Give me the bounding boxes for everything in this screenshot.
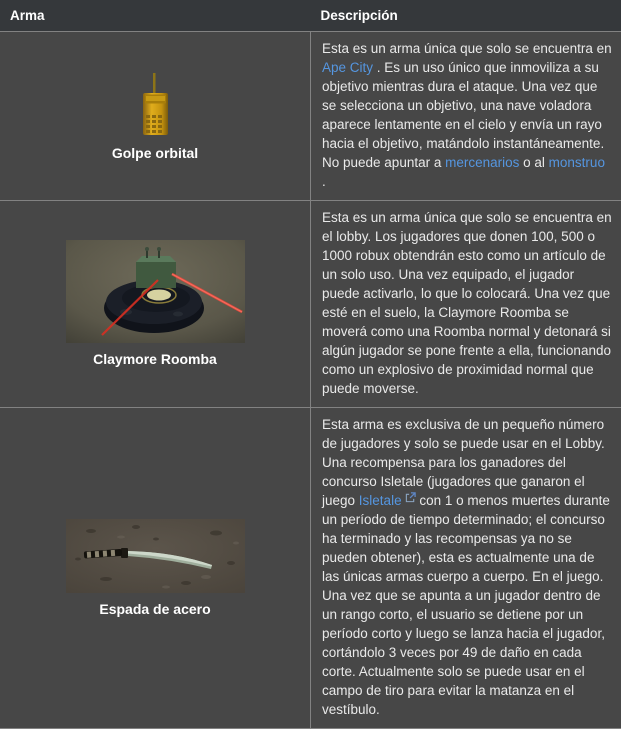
table-header xyxy=(0,0,621,32)
table-row xyxy=(0,201,621,408)
golden-radio-icon xyxy=(129,71,181,137)
column-header-descripcion: Descripción xyxy=(311,0,621,32)
description-text: Esta es un arma única que solo se encuentra en xyxy=(322,41,612,56)
weapon-cell-espada-de-acero xyxy=(0,408,311,729)
weapon-cell-golpe-orbital xyxy=(0,32,311,201)
wiki-link[interactable]: mercenarios xyxy=(445,155,519,170)
description-cell xyxy=(311,201,621,408)
steel-sword-image[interactable] xyxy=(66,519,245,593)
steel-sword-picture xyxy=(66,519,245,593)
table-row xyxy=(0,32,621,201)
wiki-link[interactable]: monstruo xyxy=(549,155,605,170)
column-header-arma: Arma xyxy=(0,0,311,32)
weapon-cell-claymore-roomba xyxy=(0,201,311,408)
wiki-link[interactable]: Ape City xyxy=(322,60,373,75)
weapon-name-label: Golpe orbital xyxy=(5,145,305,162)
claymore-roomba-image[interactable] xyxy=(66,240,245,343)
description-text: Esta es un arma única que solo se encuentra en el lobby. Los jugadores que donen 100, 500 o 1000 robux obtendrán esto como un artículo de un solo uso. Una vez equipado, el jugador puede activarlo, lo que lo colocará. Una vez que esté en el suelo, la Claymore Roomba se moverá como una Roomba normal y detonará si algún jugador se pone frente a ella, funcionando como un explosivo de proximidad normal que puede moverse. xyxy=(322,210,612,396)
description-text: Esta arma es exclusiva de un pequeño número de jugadores y solo se puede usar en el Lobby. Una recompensa para los ganadores del concurso Isletale (jugadores que ganaron el juego xyxy=(322,417,605,508)
table-row xyxy=(0,408,621,729)
description-cell xyxy=(311,32,621,201)
wiki-link[interactable]: Isletale xyxy=(359,493,402,508)
weapon-name-label: Espada de acero xyxy=(5,601,305,618)
claymore-roomba-picture xyxy=(66,240,245,343)
orbital-strike-radio-image[interactable] xyxy=(129,71,181,137)
description-text: con 1 o menos muertes durante un período de tiempo determinado; el concurso ha terminado y las recompensas ya no se pueden obtener), esta es actualmente una de las únicas armas cuerpo a cuerpo. En el juego. Una vez que se apunta a un jugador dentro de un rango corto, el usuario se detiene por un período corto y luego se lanza hacia el jugador, cortándolo 3 veces por 49 de daño en cada corte. Actualmente solo se puede usar en el campo de tiro para evitar la matanza en el vestíbulo. xyxy=(322,493,610,717)
description-text: . xyxy=(322,174,326,189)
weapon-name-label: Claymore Roomba xyxy=(5,351,305,368)
description-text: o al xyxy=(519,155,548,170)
description-text: . Es un uso único que inmoviliza a su objetivo mientras dura el ataque. Una vez que se selecciona un objetivo, una nave voladora aparece lentamente en el cielo y envía un rayo hacia el objetivo, matándolo instantáneamente. No puede apuntar a xyxy=(322,60,604,170)
external-link-icon xyxy=(405,492,416,503)
description-cell xyxy=(311,408,621,729)
